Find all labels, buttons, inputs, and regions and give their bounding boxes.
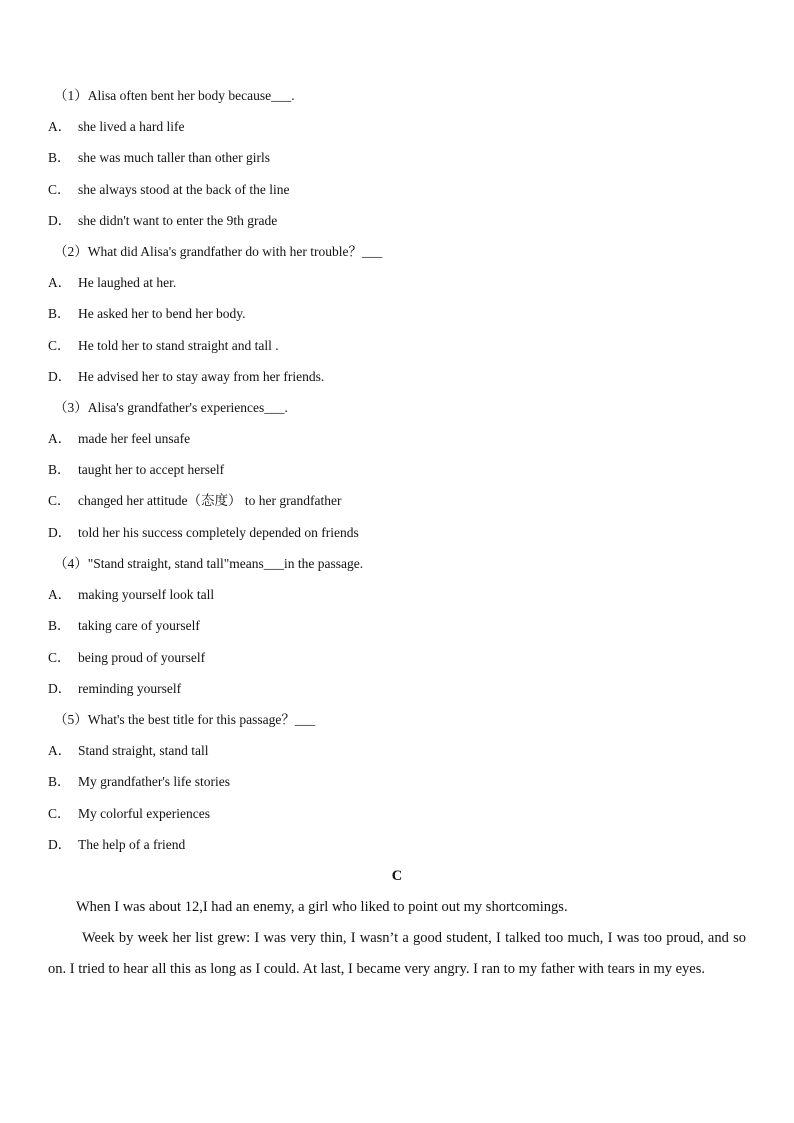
question-4-option-d[interactable] — [48, 679, 746, 699]
question-3-option-b[interactable] — [48, 460, 746, 480]
option-letter: C． — [48, 493, 71, 508]
question-5-option-a[interactable] — [48, 741, 746, 761]
question-3-stem: （3）Alisa's grandfather's experiences___. — [54, 400, 288, 415]
section-heading: C — [391, 868, 403, 884]
option-letter: D． — [48, 837, 72, 852]
option-letter: B． — [48, 774, 71, 789]
option-letter: A． — [48, 743, 72, 758]
question-4-option-a[interactable] — [48, 585, 746, 605]
option-letter: C． — [48, 182, 71, 197]
question-5-stem: （5）What's the best title for this passage？___ — [54, 712, 316, 727]
option-letter: D． — [48, 213, 72, 228]
option-text: He told her to stand straight and tall . — [78, 338, 279, 353]
option-letter: B． — [48, 462, 71, 477]
option-letter: A． — [48, 587, 72, 602]
question-3-option-d[interactable] — [48, 523, 746, 543]
question-1-option-d[interactable] — [48, 211, 746, 231]
option-text: told her his success completely depended on friends — [78, 525, 359, 540]
question-3-option-a[interactable] — [48, 429, 746, 449]
question-5-option-d[interactable] — [48, 835, 746, 855]
option-text: she lived a hard life — [78, 119, 185, 134]
option-text: reminding yourself — [78, 681, 182, 696]
option-letter: C． — [48, 650, 71, 665]
question-1-option-b[interactable] — [48, 148, 746, 168]
question-4-option-c[interactable] — [48, 648, 746, 668]
option-text: made her feel unsafe — [78, 431, 191, 446]
option-text: The help of a friend — [78, 837, 186, 852]
option-letter: C． — [48, 338, 71, 353]
option-text: changed her attitude（态度） to her grandfather — [78, 493, 342, 508]
option-text: He asked her to bend her body. — [78, 306, 246, 321]
option-text: she was much taller than other girls — [78, 150, 270, 165]
question-2-option-b[interactable] — [48, 304, 746, 324]
option-text: taught her to accept herself — [78, 462, 225, 477]
option-text: He advised her to stay away from her friends. — [78, 369, 325, 384]
passage-paragraph-2: Week by week her list grew: I was very thin, I wasn’t a good student, I talked too much, I was too proud, and so on. I tried to hear all this as long as I could. At last, I became very angry. I ran to my father with tears in my eyes. — [48, 930, 746, 977]
option-text: My colorful experiences — [78, 806, 210, 821]
option-letter: B． — [48, 306, 71, 321]
option-letter: C． — [48, 806, 71, 821]
question-2-stem: （2）What did Alisa's grandfather do with her trouble？___ — [54, 244, 383, 259]
passage-paragraph-1: When I was about 12,I had an enemy, a girl who liked to point out my shortcomings. — [76, 899, 568, 915]
question-2-option-a[interactable] — [48, 273, 746, 293]
question-2-option-d[interactable] — [48, 367, 746, 387]
option-text: My grandfather's life stories — [78, 774, 231, 789]
question-5-option-b[interactable] — [48, 772, 746, 792]
option-text: being proud of yourself — [78, 650, 206, 665]
option-text: she always stood at the back of the line — [78, 182, 290, 197]
option-letter: B． — [48, 618, 71, 633]
option-letter: A． — [48, 275, 72, 290]
option-letter: A． — [48, 431, 72, 446]
question-2-option-c[interactable] — [48, 336, 746, 356]
question-4-stem: （4）"Stand straight, stand tall"means___in the passage. — [54, 556, 364, 571]
question-1-option-a[interactable] — [48, 117, 746, 137]
question-5-option-c[interactable] — [48, 804, 746, 824]
question-4-option-b[interactable] — [48, 616, 746, 636]
option-letter: D． — [48, 369, 72, 384]
option-text: taking care of yourself — [78, 618, 200, 633]
option-letter: D． — [48, 681, 72, 696]
option-text: she didn't want to enter the 9th grade — [78, 213, 278, 228]
option-letter: D． — [48, 525, 72, 540]
option-letter: A． — [48, 119, 72, 134]
option-text: Stand straight, stand tall — [78, 743, 209, 758]
question-1-option-c[interactable] — [48, 180, 746, 200]
option-text: making yourself look tall — [78, 587, 215, 602]
question-1-stem: （1）Alisa often bent her body because___. — [54, 88, 295, 103]
option-text: He laughed at her. — [78, 275, 177, 290]
option-letter: B． — [48, 150, 71, 165]
question-3-option-c[interactable] — [48, 491, 746, 511]
